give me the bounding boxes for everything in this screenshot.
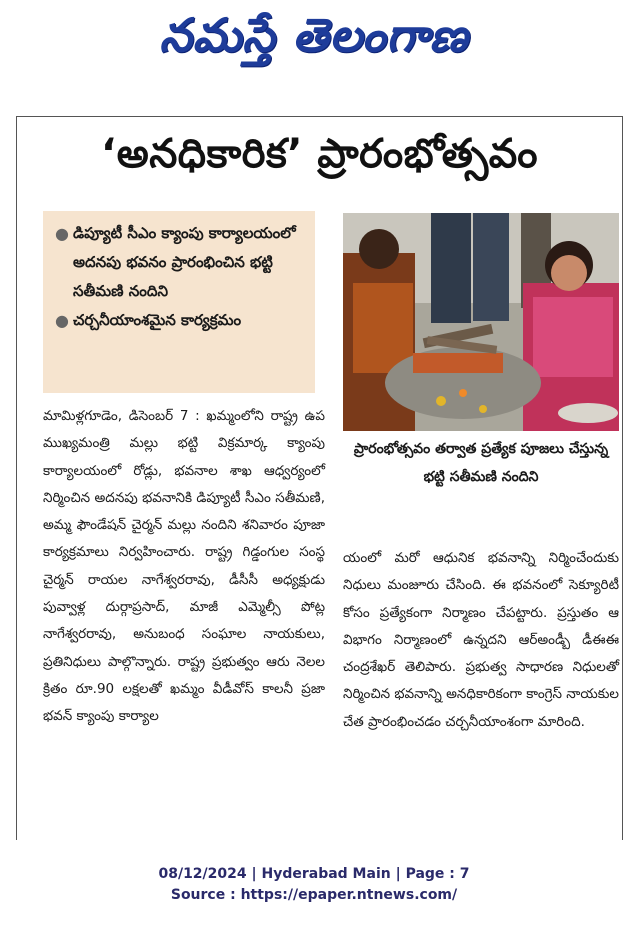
article-headline: ‘అనధికారిక’ ప్రారంభోత్సవం — [101, 131, 538, 177]
ritual-photo-illustration — [343, 213, 619, 431]
page-footer — [0, 864, 628, 906]
highlight-item — [55, 219, 305, 306]
source-link[interactable]: Source : https://epaper.ntnews.com/ — [170, 887, 458, 903]
news-clipping — [16, 116, 623, 840]
article-body-left — [43, 403, 325, 731]
article-photo — [343, 213, 619, 431]
article-body-right — [343, 545, 619, 736]
photo-caption: ప్రారంభోత్సవం తర్వాత ప్రత్యేక పూజలు చేస్తున్న భట్టి సతీమణి నందిని — [353, 441, 609, 485]
highlight-text: డిప్యూటీ సీఎం క్యాంపు కార్యాలయంలో అదనపు భవనం ప్రారంభించిన భట్టి సతీమణి నందిని — [73, 224, 296, 300]
masthead — [0, 8, 628, 70]
masthead-title: నమస్తే తెలంగాణ — [159, 8, 469, 62]
highlight-text: చర్చనీయాంశమైన కార్యక్రమం — [73, 311, 242, 329]
edition-info: 08/12/2024 | Hyderabad Main | Page : 7 — [158, 866, 470, 882]
highlights-box — [43, 211, 315, 393]
body-paragraph: మామిళ్లగూడెం, డిసెంబర్ 7 : ఖమ్మంలోని రాష్ట్ర ఉప ముఖ్యమంత్రి మల్లు భట్టి విక్రమార్క క్యాంపు కార్యాలయంలో రోడ్లు, భవనాల శాఖ ఆధ్వర్యంలో నిర్మించిన అదనపు భవనానికి డిప్యూటీ సీఎం సతీమణి, అమ్మ ఫౌండేషన్ చైర్మన్ మల్లు నందిని శనివారం పూజా కార్యక్రమాలు నిర్వహించారు. రాష్ట్ర గిడ్డంగుల సంస్థ చైర్మన్ రాయల నాగేశ్వరరావు, డీసీసీ అధ్యక్షుడు పువ్వాళ్ల దుర్గాప్రసాద్, మాజీ ఎమ్మెల్సీ పోట్ల నాగేశ్వరరావు, అనుబంధ సంఘాల నాయకులు, ప్రతినిధులు పాల్గొన్నారు. రాష్ట్ర ప్రభుత్వం ఆరు నెలల క్రితం రూ.90 లక్షలతో ఖమ్మం వీడీవోస్ కాలనీ ప్రజా భవన్ క్యాంపు కార్యాల — [43, 408, 325, 725]
body-paragraph: యంలో మరో ఆధునిక భవనాన్ని నిర్మించేందుకు నిధులు మంజూరు చేసింది. ఈ భవనంలో సెక్యూరిటీ కోసం ప్రత్యేకంగా నిర్మాణం చేపట్టారు. ప్రస్తుతం ఆ విభాగం నిర్మాణంలో ఉన్నదని ఆర్అండ్బీ డీఈఈ చంద్రశేఖర్ తెలిపారు. ప్రభుత్వ సాధారణ నిధులతో నిర్మించిన భవనాన్ని అనధికారికంగా కాంగ్రెస్ నాయకుల చేత ప్రారంభించడం చర్చనీయాంశంగా మారింది. — [343, 550, 619, 730]
highlight-item — [55, 306, 305, 335]
bullet-icon: ● — [55, 224, 69, 243]
bullet-icon: ● — [55, 311, 69, 330]
